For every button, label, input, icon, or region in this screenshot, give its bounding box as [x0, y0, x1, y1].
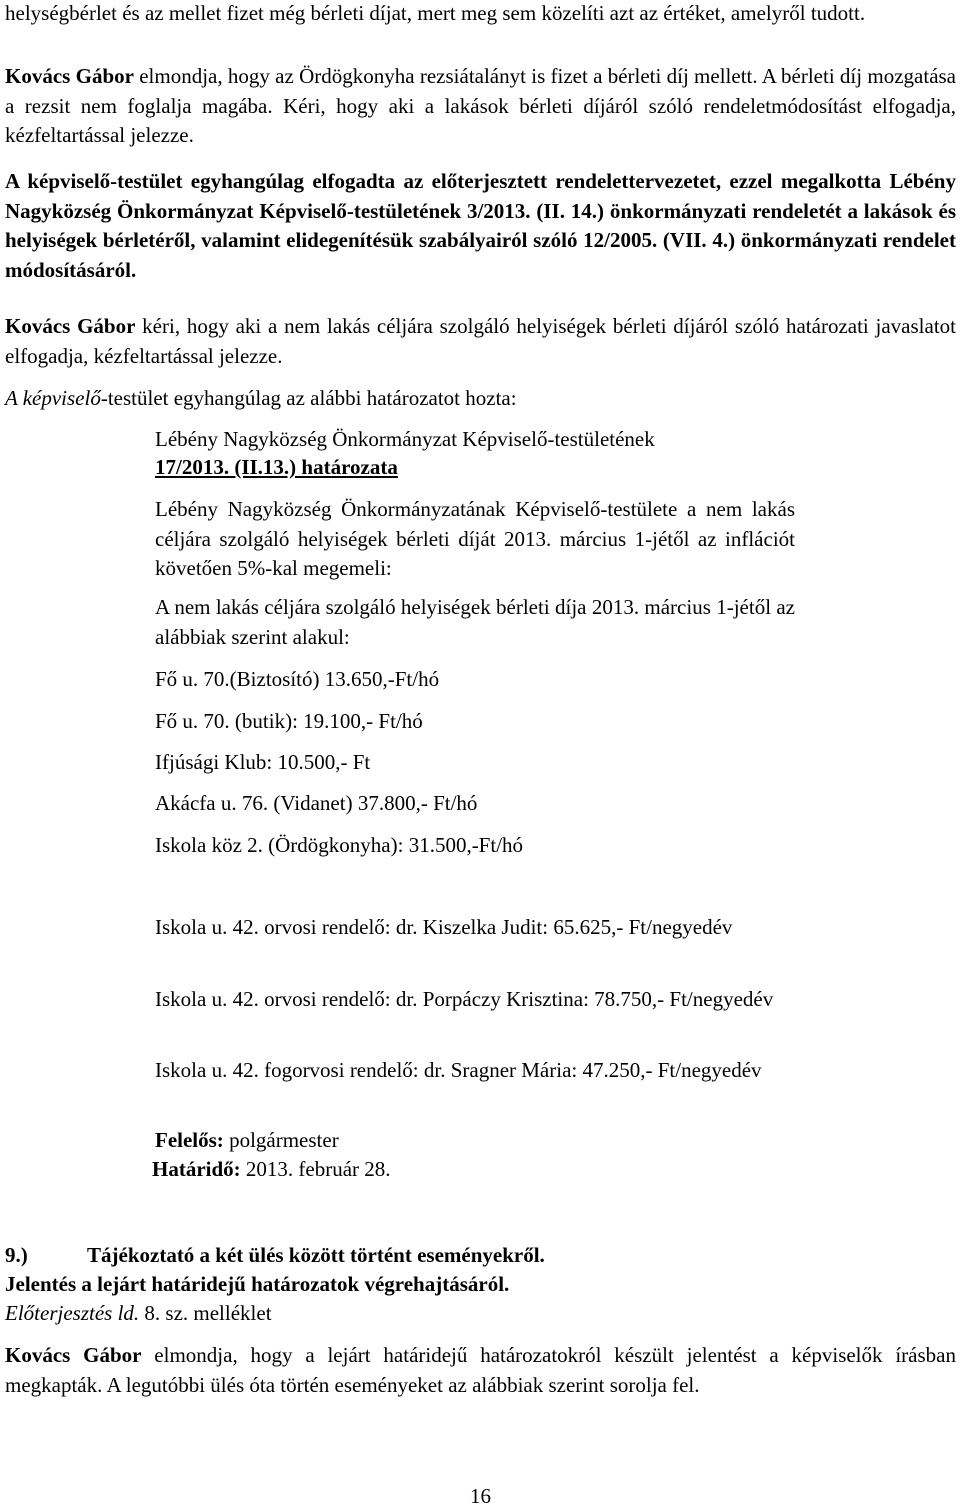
responsible-value: polgármester [223, 1128, 339, 1152]
rent-item: Iskola köz 2. (Ördögkonyha): 31.500,-Ft/hó [155, 833, 524, 857]
deadline-value: 2013. február 28. [240, 1157, 391, 1181]
resolution-body-2: A nem lakás céljára szolgáló helyiségek bérleti díja 2013. március 1-jétől az alábbiak szerint alakul: [155, 595, 795, 649]
paragraph-text: -testület egyhangúlag az alábbi határozatot hozta: [100, 386, 517, 410]
responsible-label: Felelős: [155, 1128, 224, 1152]
rent-item: Fő u. 70. (butik): 19.100,- Ft/hó [155, 709, 423, 733]
section-title: Tájékoztató a két ülés között történt eseményekről. [87, 1243, 545, 1267]
paragraph-kovacs-1 [5, 62, 956, 151]
section-9-reference [5, 1299, 956, 1329]
rent-item: Akácfa u. 76. (Vidanet) 37.800,- Ft/hó [155, 791, 478, 815]
rent-item-surgery: Iskola u. 42. orvosi rendelő: dr. Kiszelka Judit: 65.625,- Ft/negyedév [155, 915, 733, 939]
section-9-heading [5, 1241, 956, 1271]
speaker-name: Kovács Gábor [5, 314, 136, 338]
page-number: 16 [470, 1484, 491, 1508]
paragraph-kovacs-3 [5, 1341, 956, 1400]
italic-text: A képviselő [5, 386, 101, 410]
reference-text: 8. sz. melléklet [139, 1301, 272, 1325]
paragraph-body-decision [5, 384, 956, 414]
section-9-subtitle: Jelentés a lejárt határidejű határozatok végrehajtásáról. [5, 1272, 510, 1296]
paragraph-text: kéri, hogy aki a nem lakás céljára szolgáló helyiségek bérleti díjáról szóló határozati javaslatot elfogadja, kézfeltartással jelezze. [5, 314, 956, 368]
document-page [5, 0, 956, 1509]
deadline-line [152, 1155, 391, 1184]
resolution-header: Lébény Nagyközség Önkormányzat Képviselő-testületének [155, 427, 655, 451]
rent-item: Fő u. 70.(Biztosító) 13.650,-Ft/hó [155, 667, 440, 691]
paragraph-intro: helységbérlet és az mellet fizet még bérleti díjat, mert meg sem közelíti azt az értéket, amelyről tudott. [5, 1, 866, 25]
rent-item-surgery: Iskola u. 42. fogorvosi rendelő: dr. Sragner Mária: 47.250,- Ft/negyedév [155, 1058, 762, 1082]
speaker-name: Kovács Gábor [5, 64, 134, 88]
paragraph-decision-ordinance: A képviselő-testület egyhangúlag elfogadta az előterjesztett rendelettervezetet, ezzel megalkotta Lébény Nagyközség Önkormányzat Képviselő-testületének 3/2013. (II. 14.) önkormányzati rendeletét a lakások és helyiségek bérletéről, valamint elidegenítésük szabályairól szóló 12/2005. (VII. 4.) önkormányzati rendelet módosításáról. [5, 169, 956, 282]
resolution-body-1: Lébény Nagyközség Önkormányzatának Képviselő-testülete a nem lakás céljára szolgáló helyiségek bérleti díját 2013. március 1-jétől az inflációt követően 5%-kal megemeli: [155, 497, 795, 580]
deadline-label: Határidő: [152, 1157, 241, 1181]
paragraph-text: elmondja, hogy a lejárt határidejű határozatokról készült jelentést a képviselők írásban megkapták. A legutóbbi ülés óta történ eseményeket az alábbiak szerint sorolja fel. [5, 1343, 956, 1397]
paragraph-text: elmondja, hogy az Ördögkonyha rezsiátalányt is fizet a bérleti díj mellett. A bérleti díj mozgatása a rezsit nem foglalja magába. Kéri, hogy aki a lakások bérleti díjáról szóló rendeletmódosítást elfogadja, kézfeltartással jelezze. [5, 64, 957, 147]
paragraph-kovacs-2 [5, 312, 956, 371]
responsible-line [155, 1126, 339, 1155]
section-number: 9.) [5, 1243, 28, 1267]
speaker-name: Kovács Gábor [5, 1343, 142, 1367]
italic-text: Előterjesztés ld. [5, 1301, 140, 1325]
rent-item-surgery: Iskola u. 42. orvosi rendelő: dr. Porpáczy Krisztina: 78.750,- Ft/negyedév [155, 987, 774, 1011]
resolution-number: 17/2013. (II.13.) határozata [155, 455, 398, 479]
rent-item: Ifjúsági Klub: 10.500,- Ft [155, 750, 371, 774]
